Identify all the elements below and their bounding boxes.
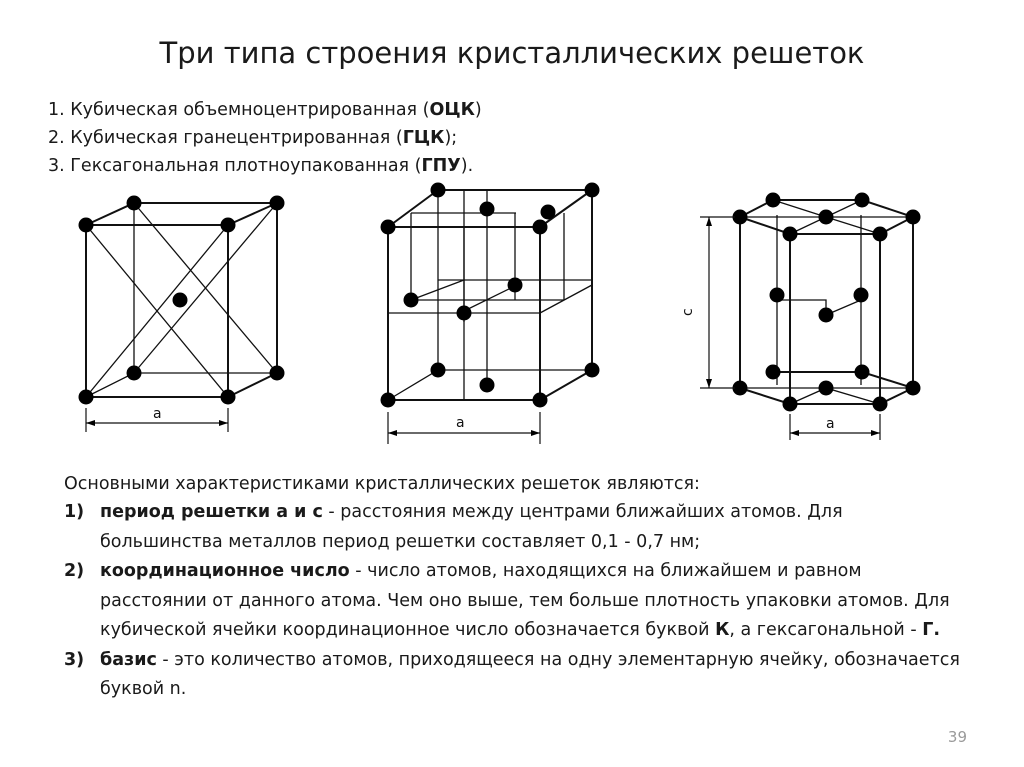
list-item-term: К: [715, 620, 730, 640]
list-item-text: - число атомов, находящихся на ближайшем и равном расстоянии от данного атома. Чем оно выше, тем больше плотность упаковки атомов. Для кубической ячейки координационное число обозначается буквой: [100, 561, 950, 640]
list-item-number: 3): [64, 649, 85, 670]
fcc-lattice-diagram: [381, 183, 600, 445]
characteristics-list: [64, 498, 964, 705]
slide-title: Три типа строения кристаллических решеток: [159, 36, 865, 70]
list-item-term: период решетки а и с: [100, 502, 323, 522]
hcp-lattice-diagram: [680, 193, 921, 441]
list-item: [64, 646, 964, 705]
list-item: [64, 498, 964, 557]
lattice-diagrams: [0, 175, 1024, 465]
list-item-text: , а гексагональной -: [729, 620, 923, 640]
list-item-term: базис: [100, 649, 157, 670]
hcp-c-label: c: [680, 308, 696, 316]
page-number: 39: [947, 728, 967, 746]
list-item: [64, 557, 964, 646]
lattice-type-hcp: 3. Гексагональная плотноупакованная (ГПУ).: [48, 156, 474, 176]
characteristics-intro: Основными характеристиками кристаллических решеток являются:: [64, 474, 700, 494]
list-item-number: 2): [64, 561, 85, 581]
list-item-number: 1): [64, 502, 85, 522]
lattice-type-fcc: 2. Кубическая гранецентрированная (ГЦК);: [48, 128, 458, 148]
fcc-period-label: a: [456, 415, 465, 431]
list-item-term: Г.: [922, 620, 941, 640]
bcc-lattice-diagram: [79, 196, 285, 433]
list-item-text: - это количество атомов, приходящееся на одну элементарную ячейку, обозначается буквой n.: [100, 649, 960, 699]
lattice-type-bcc: 1. Кубическая объемноцентрированная (ОЦК): [48, 100, 482, 120]
hcp-a-label: a: [826, 416, 835, 432]
list-item-text: - расстояния между центрами ближайших атомов. Для большинства металлов период решетки составляет 0,1 - 0,7 нм;: [100, 502, 843, 552]
bcc-period-label: a: [153, 406, 162, 422]
lattice-types-list: [48, 96, 482, 180]
list-item-term: координационное число: [100, 561, 350, 581]
